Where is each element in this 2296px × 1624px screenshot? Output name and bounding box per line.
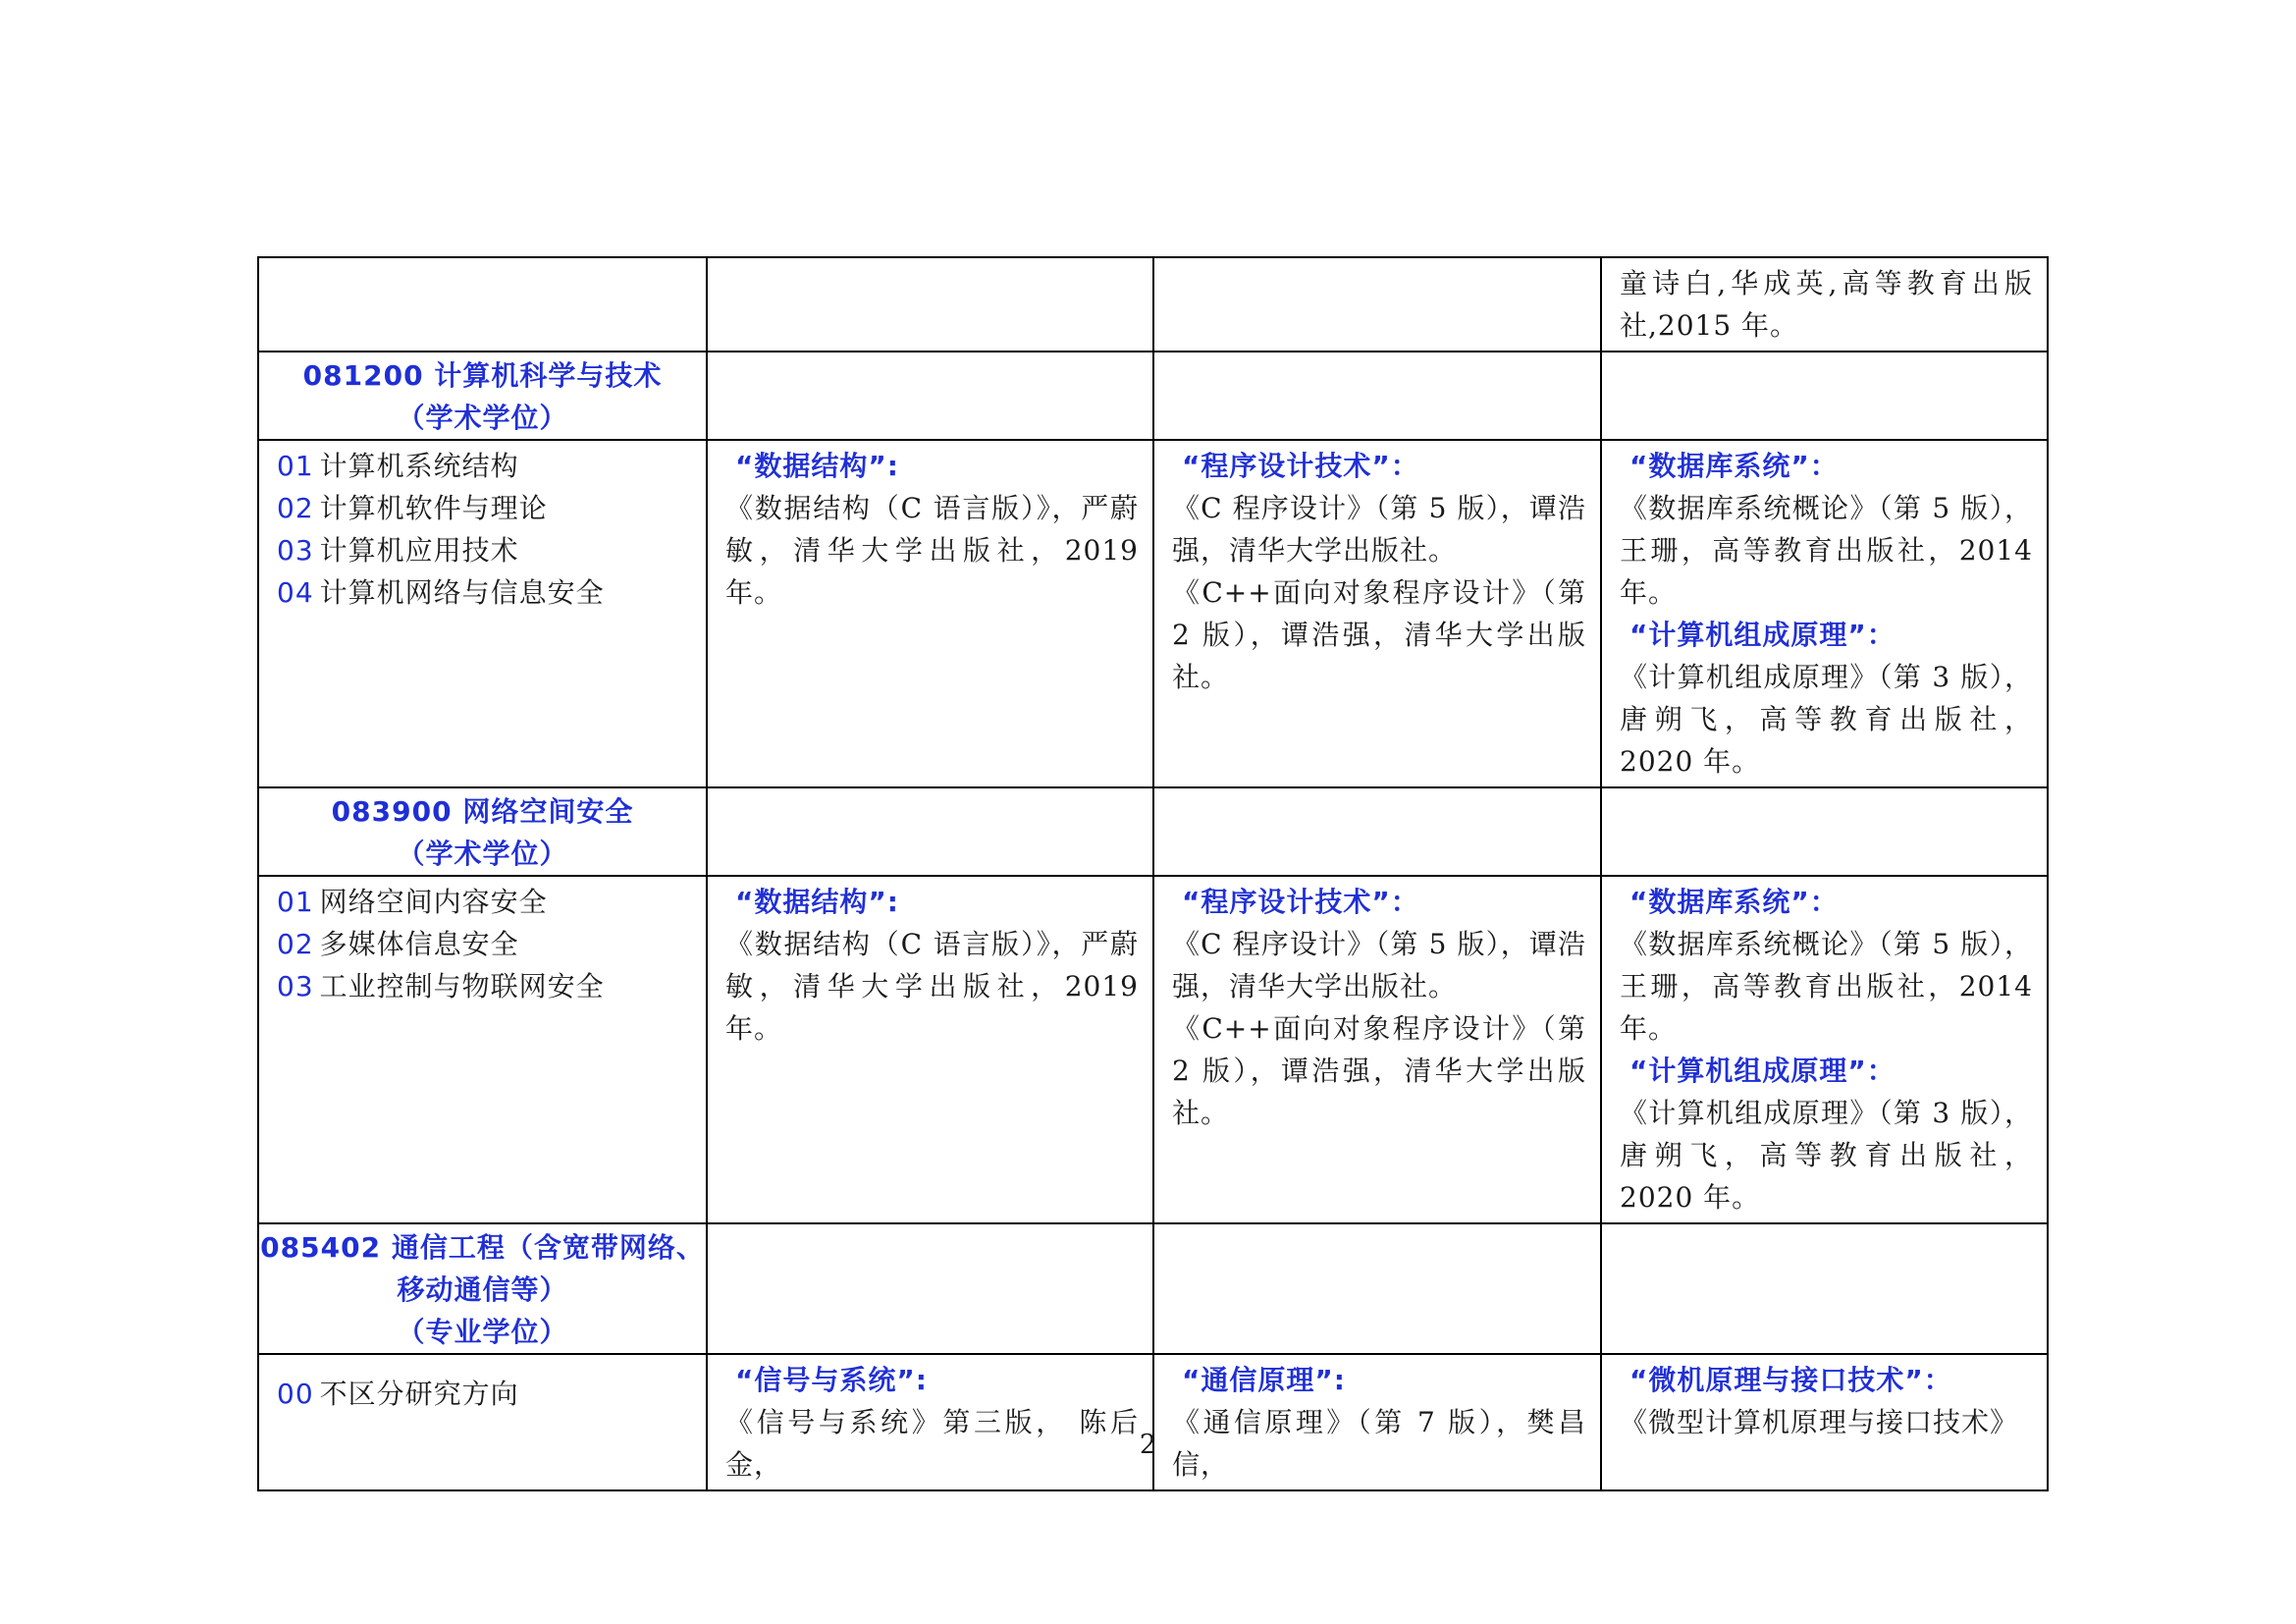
research-direction: 01 网络空间内容安全 [277,886,548,918]
reference-text: 《数据结构（C 语言版）》，严蔚敏，清华大学出版社，2019 年。 [725,492,1139,609]
cell-empty [1153,1223,1601,1354]
table-row-major-heading [258,787,2048,876]
reference-text: 《C++面向对象程序设计》（第 2 版），谭浩强，清华大学出版社。 [1172,576,1586,693]
table-row-continuation [258,257,2048,352]
cell-empty [707,352,1153,440]
research-directions-cell [258,1354,707,1490]
exam-subject-cell [1153,1354,1601,1490]
reference-text: 《数据库系统概论》（第 5 版），王珊，高等教育出版社，2014 年。 [1620,928,2033,1045]
reference-text: 《通信原理》（第 7 版），樊昌信， [1172,1406,1586,1481]
cell-empty [707,1223,1153,1354]
reference-text: 《计算机组成原理》（第 3 版），唐朔飞，高等教育出版社，2020 年。 [1620,1097,2033,1214]
subject-title: “程序设计技术”： [1182,450,1419,482]
reference-text: 《计算机组成原理》（第 3 版），唐朔飞，高等教育出版社，2020 年。 [1620,661,2033,778]
subject-title: “计算机组成原理”： [1629,619,1896,651]
page-number: 2 [1139,1430,1157,1460]
cell-empty [1601,352,2048,440]
table-row-major-heading [258,1223,2048,1354]
reference-text: 《信号与系统》第三版， 陈后金， [725,1406,1139,1481]
cell-empty [1153,787,1601,876]
subject-title: “计算机组成原理”： [1629,1055,1896,1087]
table-row-major-heading [258,352,2048,440]
reference-text: 《C++面向对象程序设计》（第 2 版），谭浩强，清华大学出版社。 [1172,1012,1586,1129]
research-direction: 04 计算机网络与信息安全 [277,576,605,609]
major-code-title: 085402 通信工程（含宽带网络、 [260,1231,705,1264]
research-direction: 01 计算机系统结构 [277,450,519,482]
reference-text: 《微型计算机原理与接口技术》 [1620,1406,2019,1438]
research-direction: 03 工业控制与物联网安全 [277,970,605,1002]
cell-empty [707,787,1153,876]
subject-title: “通信原理”: [1182,1364,1347,1396]
degree-type: （专业学位） [397,1316,568,1348]
reference-text: 童诗白,华成英,高等教育出版社,2015 年。 [1620,267,2033,342]
reference-text: 《数据结构（C 语言版）》，严蔚敏，清华大学出版社，2019 年。 [725,928,1139,1045]
table-row-major-content [258,1354,2048,1490]
exam-subject-cell [707,1354,1153,1490]
cell-empty [258,257,707,352]
exam-subject-cell [707,876,1153,1223]
exam-subject-cell [1601,440,2048,787]
reference-text: 《C 程序设计》（第 5 版），谭浩强，清华大学出版社。 [1172,928,1586,1002]
research-direction: 02 计算机软件与理论 [277,492,548,524]
degree-type: （学术学位） [397,402,568,434]
major-heading-cell [258,787,707,876]
subject-title: “信号与系统”: [735,1364,929,1396]
exam-subject-cell [707,440,1153,787]
cell-empty [1153,352,1601,440]
research-directions-cell [258,440,707,787]
subject-title: “数据库系统”： [1629,450,1839,482]
cell-empty [1601,1223,2048,1354]
cell-empty [707,257,1153,352]
syllabus-table [257,256,2049,1491]
table-row-major-content [258,876,2048,1223]
exam-subject-cell [1153,876,1601,1223]
subject-title: “数据结构”: [735,886,900,918]
exam-subject-cell [1153,440,1601,787]
table-row-major-content [258,440,2048,787]
exam-subject-cell [1601,876,2048,1223]
reference-text: 《数据库系统概论》（第 5 版），王珊，高等教育出版社，2014 年。 [1620,492,2033,609]
major-heading-cell [258,352,707,440]
research-directions-cell [258,876,707,1223]
major-code-title: 083900 网络空间安全 [331,795,634,828]
cell-empty [1601,787,2048,876]
research-direction: 00 不区分研究方向 [277,1378,519,1410]
subject-title: “微机原理与接口技术”： [1629,1364,1952,1396]
subject-title: “数据库系统”： [1629,886,1839,918]
subject-title: “程序设计技术”： [1182,886,1419,918]
cell-reference-continuation [1601,257,2048,352]
research-direction: 02 多媒体信息安全 [277,928,519,960]
research-direction: 03 计算机应用技术 [277,534,519,567]
subject-title: “数据结构”: [735,450,900,482]
exam-subject-cell [1601,1354,2048,1490]
major-heading-cell [258,1223,707,1354]
degree-type: （学术学位） [397,838,568,870]
major-code-title-cont: 移动通信等） [397,1273,568,1306]
cell-empty [1153,257,1601,352]
reference-text: 《C 程序设计》（第 5 版），谭浩强，清华大学出版社。 [1172,492,1586,567]
major-code-title: 081200 计算机科学与技术 [302,359,663,392]
